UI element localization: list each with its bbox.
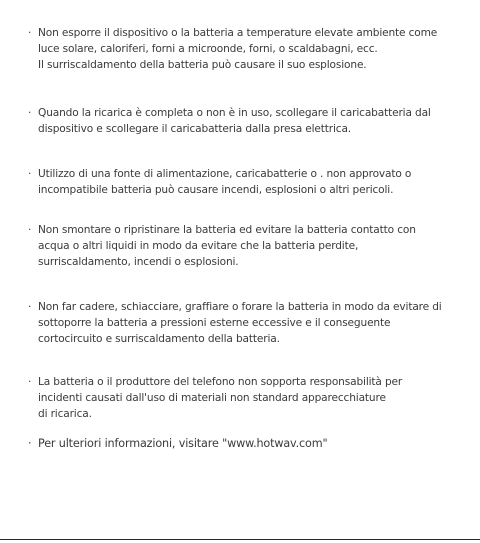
safety-note-text: Per ulteriori informazioni, visitare "www.hotwav.com" <box>38 437 328 450</box>
safety-note-power-source <box>28 166 458 198</box>
safety-note-text: Quando la ricarica è completa o non è in uso, scollegare il caricabatteria dal dispositivo e scollegare il caricabatteria dalla presa elettrica. <box>38 107 431 135</box>
safety-note-temperature <box>28 25 458 73</box>
safety-note-text: Non far cadere, schiacciare, graffiare o forare la batteria in modo da evitare di sottoporre la batteria a pressioni esterne eccessive e il conseguente cortocircuito e surriscaldamento della batteria. <box>38 301 442 345</box>
safety-note-text: Utilizzo di una fonte di alimentazione, caricabatterie o . non approvato o incompatibile batteria può causare incendi, esplosioni o altri pericoli. <box>38 168 412 196</box>
safety-note-text: Non esporre il dispositivo o la batteria a temperature elevate ambiente come luce solare, caloriferi, forni a microonde, forni, o scaldabagni, ecc. Il surriscaldamento della batteria può causare il suo esplosione. <box>38 27 438 71</box>
bullet-marker: · <box>28 376 32 388</box>
bullet-marker: · <box>28 27 32 39</box>
safety-note-disassembly <box>28 222 458 270</box>
bullet-marker: · <box>28 168 32 180</box>
bullet-marker: · <box>28 301 32 313</box>
safety-note-physical-damage <box>28 299 458 347</box>
bottom-divider <box>0 539 480 540</box>
bullet-marker: · <box>28 224 32 236</box>
bullet-marker: · <box>28 107 32 119</box>
safety-note-text: Non smontare o ripristinare la batteria ed evitare la batteria contatto con acqua o altri liquidi in modo da evitare che la batteria perdite, surriscaldamento, incendi o esplosioni. <box>38 224 416 268</box>
safety-note-liability <box>28 374 458 422</box>
safety-note-more-info <box>28 436 458 452</box>
safety-note-unplug-charger <box>28 105 458 137</box>
safety-note-text: La batteria o il produttore del telefono non sopporta responsabilità per incidenti causati dall'uso di materiali non standard apparecchiature di ricarica. <box>38 376 403 420</box>
bullet-marker: · <box>28 437 32 450</box>
